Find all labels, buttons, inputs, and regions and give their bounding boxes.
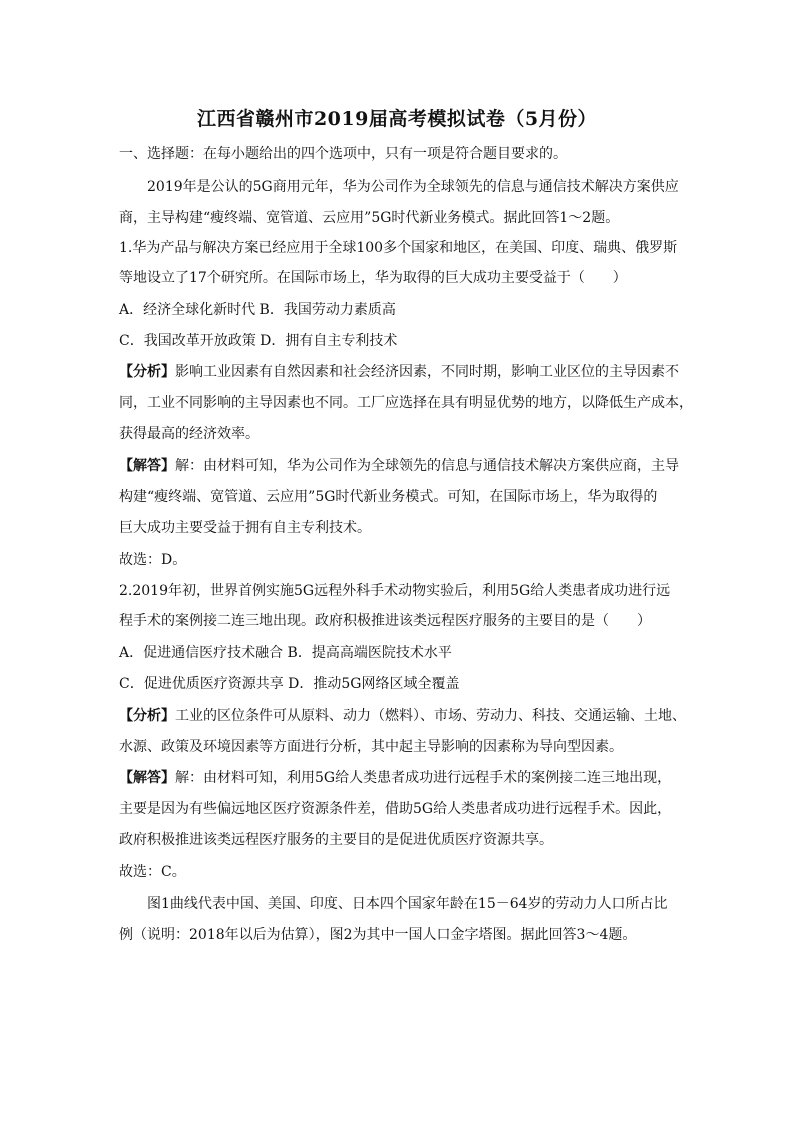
q1-analysis-line3: 获得最高的经济效率。 — [119, 426, 259, 442]
intro2-line2: 例（说明：2018年以后为估算），图2为其中一国人口金字塔图。据此回答3～4题。 — [119, 927, 637, 943]
q2-answer-line1 — [119, 768, 699, 788]
q2-analysis-line1 — [119, 706, 699, 726]
q2-answer-line2: 主要是因为有些偏远地区医疗资源条件差，借助5G给人类患者成功进行远程手术。因此， — [119, 801, 672, 817]
intro1-line1: 2019年是公认的5G商用元年，华为公司作为全球领先的信息与通信技术解决方案供应 — [147, 179, 679, 195]
q1-analysis-line1 — [119, 362, 699, 382]
q2-analysis-line2: 水源、政策及环境因素等方面进行分析，其中起主导影响的因素称为导向型因素。 — [119, 739, 623, 755]
q1-stem-line2: 等地设立了17个研究所。在国际市场上，华为取得的巨大成功主要受益于（ ） — [119, 270, 627, 286]
analysis-text: 工业的区位条件可从原料、动力（燃料）、市场、劳动力、科技、交通运输、土地、 — [175, 708, 686, 724]
q2-options-cd: C．促进优质医疗资源共享 D．推动5G网络区域全覆盖 — [119, 676, 460, 692]
q1-stem-line1: 1.华为产品与解决方案已经应用于全球100多个国家和地区，在美国、印度、瑞典、俄罗斯 — [119, 240, 678, 256]
analysis-tag: 【分析】 — [119, 708, 175, 724]
page-title: 江西省赣州市2019届高考模拟试卷（5月份） — [196, 108, 598, 130]
q1-choice: 故选：D。 — [119, 552, 187, 568]
q1-answer-line1 — [119, 456, 699, 476]
q2-options-ab: A．促进通信医疗技术融合 B．提高高端医院技术水平 — [119, 645, 452, 661]
analysis-text: 影响工业因素有自然因素和社会经济因素，不同时期，影响工业区位的主导因素不 — [175, 364, 679, 380]
intro1-line2: 商，主导构建“瘦终端、宽管道、云应用”5G时代新业务模式。据此回答1～2题。 — [119, 210, 620, 226]
section-heading: 一、选择题：在每小题给出的四个选项中，只有一项是符合题目要求的。 — [119, 146, 567, 162]
intro2-line1: 图1曲线代表中国、美国、印度、日本四个国家年龄在15－64岁的劳动力人口所占比 — [147, 896, 668, 912]
answer-text: 解：由材料可知，华为公司作为全球领先的信息与通信技术解决方案供应商，主导 — [175, 458, 679, 474]
q1-options-ab: A．经济全球化新时代 B．我国劳动力素质高 — [119, 302, 396, 318]
answer-tag: 【解答】 — [119, 770, 175, 786]
answer-tag: 【解答】 — [119, 458, 175, 474]
q2-answer-line3: 政府积极推进该类远程医疗服务的主要目的是促进优质医疗资源共享。 — [119, 832, 553, 848]
answer-text: 解：由材料可知，利用5G给人类患者成功进行远程手术的案例接二连三地出现， — [175, 770, 672, 786]
q2-stem-line2: 程手术的案例接二连三地出现。政府积极推进该类远程医疗服务的主要目的是（ ） — [119, 613, 651, 629]
q1-analysis-line2: 同，工业不同影响的主导因素也不同。工厂应选择在具有明显优势的地方，以降低生产成本， — [119, 395, 693, 411]
q1-answer-line2: 构建“瘦终端、宽管道、云应用”5G时代新业务模式。可知，在国际市场上，华为取得的 — [119, 489, 658, 505]
q2-choice: 故选：C。 — [119, 864, 186, 880]
q1-options-cd: C．我国改革开放政策 D．拥有自主专利技术 — [119, 333, 398, 349]
q2-stem-line1: 2.2019年初，世界首例实施5G远程外科手术动物实验后，利用5G给人类患者成功进行远 — [119, 583, 671, 599]
analysis-tag: 【分析】 — [119, 364, 175, 380]
q1-answer-line3: 巨大成功主要受益于拥有自主专利技术。 — [119, 520, 371, 536]
